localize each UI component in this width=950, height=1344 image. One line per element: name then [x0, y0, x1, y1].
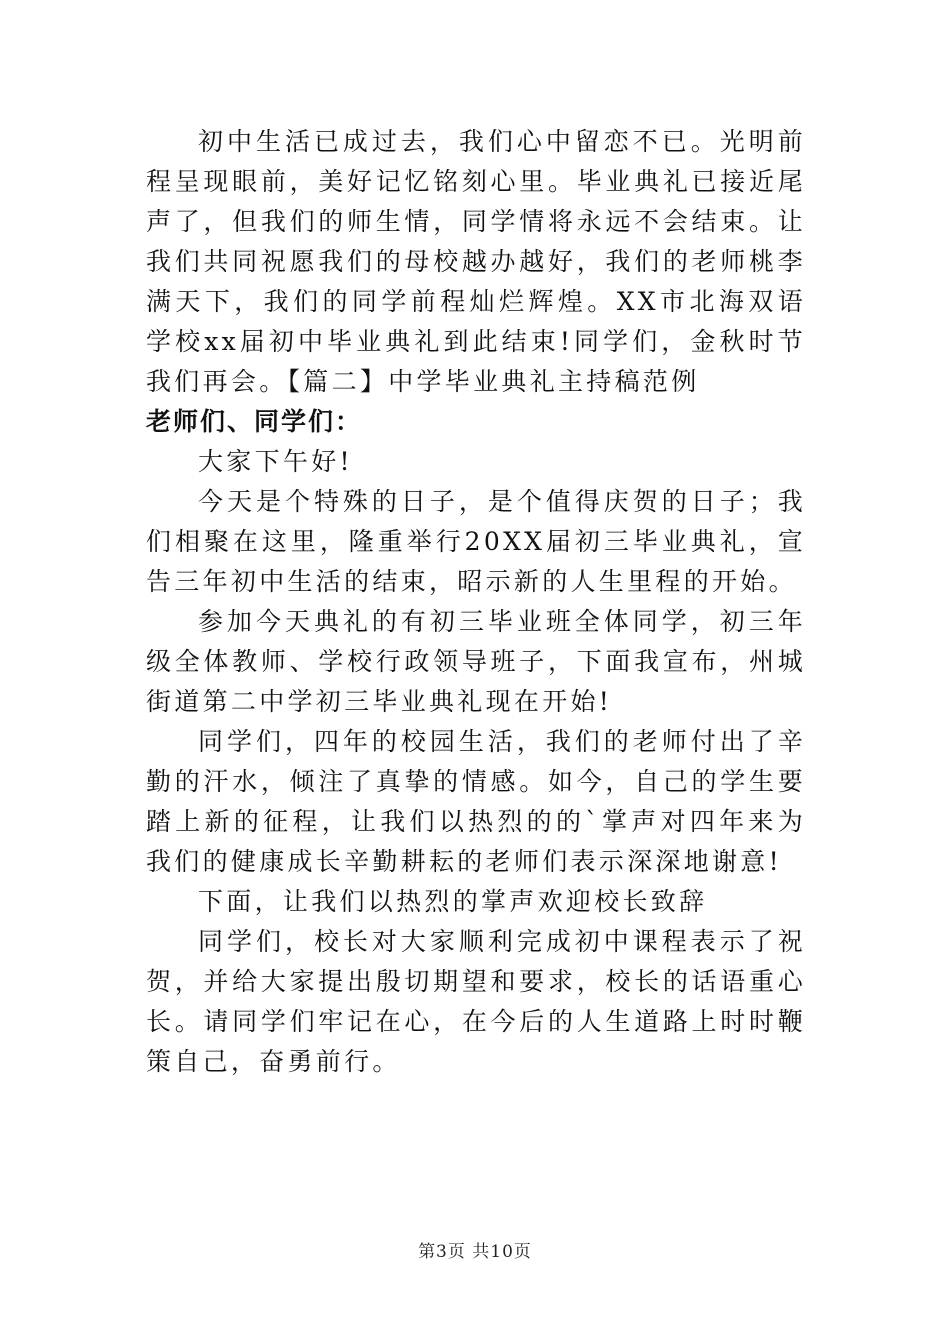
paragraph-principal-wishes: 同学们，校长对大家顺利完成初中课程表示了祝贺，并给大家提出殷切期望和要求，校长的话语重心长。请同学们牢记在心，在今后的人生道路上时时鞭策自己，奋勇前行。 — [146, 927, 806, 1076]
paragraph-attendees: 参加今天典礼的有初三毕业班全体同学，初三年级全体教师、学校行政领导班子，下面我宣布，州城街道第二中学初三毕业典礼现在开始! — [146, 607, 806, 716]
paragraph-greeting: 大家下午好! — [198, 447, 353, 476]
document-body — [146, 122, 806, 1082]
paragraph-special-day: 今天是个特殊的日子，是个值得庆贺的日子；我们相聚在这里，隆重举行20XX届初三毕业典礼，宣告三年初中生活的结束，昭示新的人生里程的开始。 — [146, 487, 806, 596]
paragraph-principal-speech: 下面，让我们以热烈的掌声欢迎校长致辞 — [198, 887, 708, 916]
page-number-footer: 第3页 共10页 — [418, 1242, 532, 1262]
paragraph-thanks-teachers: 同学们，四年的校园生活，我们的老师付出了辛勤的汗水，倾注了真挚的情感。如今，自己的学生要踏上新的征程，让我们以热烈的的`掌声对四年来为我们的健康成长辛勤耕耘的老师们表示深深地谢意! — [146, 727, 806, 876]
paragraph-closing-remarks: 初中生活已成过去，我们心中留恋不已。光明前程呈现眼前，美好记忆铭刻心里。毕业典礼已接近尾声了，但我们的师生情，同学情将永远不会结束。让我们共同祝愿我们的母校越办越好，我们的老师桃李满天下，我们的同学前程灿烂辉煌。XX市北海双语学校xx届初中毕业典礼到此结束!同学们，金秋时节我们再会。【篇二】中学毕业典礼主持稿范例 — [146, 127, 806, 396]
salutation-heading: 老师们、同学们： — [146, 407, 363, 436]
